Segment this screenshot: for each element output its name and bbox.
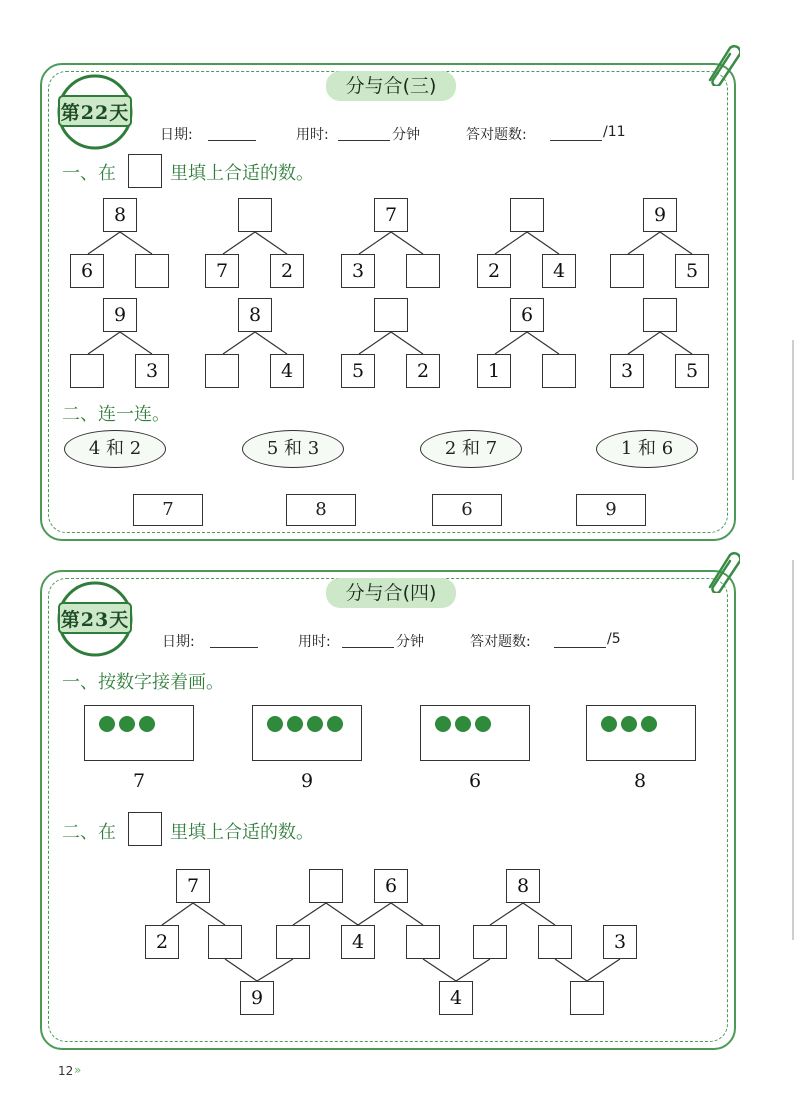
tree-top-box[interactable]: 9 — [103, 298, 137, 332]
chain-top-box[interactable]: 8 — [506, 869, 540, 903]
chain-top-box[interactable] — [309, 869, 343, 903]
target-number: 6 — [468, 770, 482, 792]
tree-left-box[interactable]: 5 — [341, 354, 375, 388]
target-number: 7 — [132, 770, 146, 792]
chain-bottom-box[interactable] — [570, 981, 604, 1015]
chain-middle-box[interactable]: 3 — [603, 925, 637, 959]
tree-left-box[interactable]: 2 — [477, 254, 511, 288]
tree-right-box[interactable]: 4 — [542, 254, 576, 288]
tree-top-box[interactable]: 8 — [238, 298, 272, 332]
day22-badge-text: 第22天 — [60, 102, 130, 124]
tree-right-box[interactable]: 2 — [406, 354, 440, 388]
tree-top-box[interactable]: 8 — [103, 198, 137, 232]
tree-top-box[interactable]: 7 — [374, 198, 408, 232]
sum-answer-box[interactable]: 7 — [133, 494, 203, 526]
tree-right-box[interactable]: 5 — [675, 354, 709, 388]
page-number: 12 — [58, 1064, 74, 1078]
day23-title: 分与合(四) — [326, 578, 456, 608]
chain-top-box[interactable]: 6 — [374, 869, 408, 903]
day22-q2-heading: 二、连一连。 — [62, 404, 170, 425]
target-number: 9 — [300, 770, 314, 792]
chain-bottom-box[interactable]: 9 — [240, 981, 274, 1015]
tree-left-box[interactable]: 7 — [205, 254, 239, 288]
day22-title: 分与合(三) — [326, 71, 456, 101]
target-number: 8 — [633, 770, 647, 792]
day23-q1-heading: 一、按数字接着画。 — [62, 672, 224, 693]
day22-q1-prefix: 一、在 — [62, 163, 116, 184]
tree-top-box[interactable]: 6 — [510, 298, 544, 332]
day23-score-label: 答对题数: — [470, 634, 531, 650]
pair-oval[interactable]: 1 和 6 — [596, 430, 698, 468]
tree-right-box[interactable]: 2 — [270, 254, 304, 288]
tree-left-box[interactable]: 3 — [610, 354, 644, 388]
chain-middle-box[interactable]: 2 — [145, 925, 179, 959]
chain-bottom-box[interactable]: 4 — [439, 981, 473, 1015]
tree-right-box[interactable]: 4 — [270, 354, 304, 388]
chain-middle-box[interactable] — [208, 925, 242, 959]
day23-score-total: /5 — [607, 631, 621, 647]
day22-score-total: /11 — [603, 124, 626, 140]
day23-time-unit: 分钟 — [396, 634, 424, 650]
pair-oval[interactable]: 2 和 7 — [420, 430, 522, 468]
day22-date-label: 日期: — [160, 127, 193, 143]
sum-answer-box[interactable]: 8 — [286, 494, 356, 526]
chain-middle-box[interactable] — [276, 925, 310, 959]
day23-q2-prefix: 二、在 — [62, 822, 116, 843]
day23-date-label: 日期: — [162, 634, 195, 650]
tree-left-box[interactable]: 3 — [341, 254, 375, 288]
sum-answer-box[interactable]: 6 — [432, 494, 502, 526]
day23-time-label: 用时: — [298, 634, 331, 650]
pair-oval[interactable]: 5 和 3 — [242, 430, 344, 468]
chain-middle-box[interactable] — [406, 925, 440, 959]
day22-time-unit: 分钟 — [392, 127, 420, 143]
day22-score-label: 答对题数: — [466, 127, 527, 143]
tree-left-box[interactable]: 1 — [477, 354, 511, 388]
chain-middle-box[interactable] — [538, 925, 572, 959]
day23-q2-suffix: 里填上合适的数。 — [170, 822, 314, 843]
sum-answer-box[interactable]: 9 — [576, 494, 646, 526]
tree-right-box[interactable]: 3 — [135, 354, 169, 388]
tree-left-box[interactable]: 6 — [70, 254, 104, 288]
tree-top-box[interactable]: 9 — [643, 198, 677, 232]
chain-top-box[interactable]: 7 — [176, 869, 210, 903]
chain-middle-box[interactable] — [473, 925, 507, 959]
day23-badge-text: 第23天 — [60, 609, 130, 631]
day22-time-label: 用时: — [296, 127, 329, 143]
tree-right-box[interactable]: 5 — [675, 254, 709, 288]
day22-q1-suffix: 里填上合适的数。 — [170, 163, 314, 184]
double-chevron-icon: » — [74, 1063, 82, 1077]
pair-oval[interactable]: 4 和 2 — [64, 430, 166, 468]
chain-middle-box[interactable]: 4 — [341, 925, 375, 959]
